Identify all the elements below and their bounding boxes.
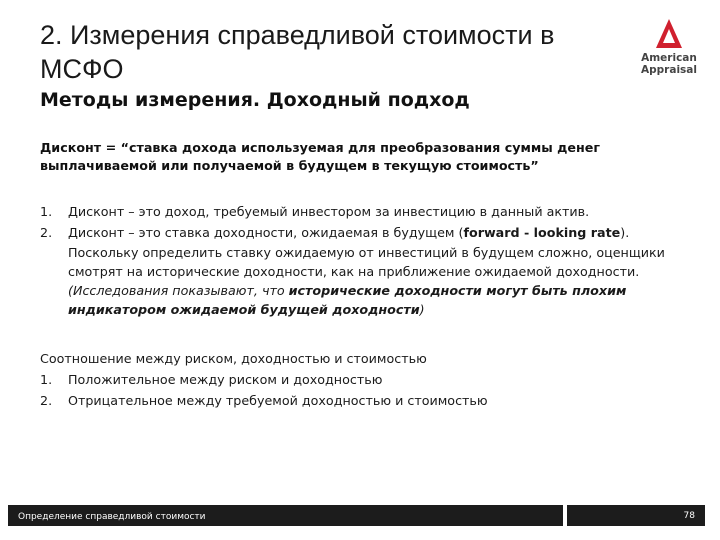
list-number: 1 . (40, 370, 52, 389)
relation-heading: Соотношение между риском, доходностью и стоимостью (40, 351, 427, 366)
logo-line-1: American (641, 52, 697, 64)
list-item-text: Дисконт – это ставка доходности, ожидаемая в будущем ( (68, 225, 464, 241)
list-number: 2 . (40, 223, 52, 242)
list-item-text: Дисконт – это доход, требуемый инвестором за инвестицию в данный актив. (68, 204, 590, 219)
footer-bar (8, 505, 563, 526)
page-number-box (567, 505, 705, 526)
logo-line-2: Appraisal (641, 64, 697, 76)
list-number: 2 . (40, 391, 52, 410)
list-item (40, 223, 700, 319)
research-note-start: (Исследования показывают, что (68, 283, 289, 299)
list-item-text: Положительное между риском и доходностью (68, 372, 383, 387)
discount-definition: Дисконт = “ставка дохода используемая для преобразования суммы денег выплачиваемой или получаемой в будущем в текущую стоимость” (40, 140, 601, 173)
logo-wordmark (628, 52, 710, 76)
list-item (40, 391, 700, 410)
list-number: 1 . (40, 202, 52, 221)
list-item (40, 370, 700, 389)
page-number: 78 (683, 511, 695, 521)
forward-looking-term: forward - looking rate (463, 225, 621, 241)
list-item (40, 202, 700, 221)
discount-list (40, 202, 700, 322)
slide-title: 2. Измерения справедливой стоимости в МСФО (40, 20, 555, 84)
list-item-text: Отрицательное между требуемой доходностью и стоимостью (68, 393, 488, 409)
research-note-end: ) (419, 302, 425, 318)
relation-list (40, 370, 700, 413)
list-item-text-cont: ). Поскольку определить ставку ожидаемую от инвестиций в будущем сложно, оценщики смотрят на исторические доходности, как на приближение ожидаемой доходности. (68, 225, 665, 279)
slide-subtitle: Методы измерения. Доходный подход (40, 89, 470, 111)
research-note-emphasis: исторические доходности могут быть плохим индикатором ожидаемой будущей доходности (68, 283, 627, 318)
footer-text: Определение справедливой стоимости (18, 512, 206, 522)
